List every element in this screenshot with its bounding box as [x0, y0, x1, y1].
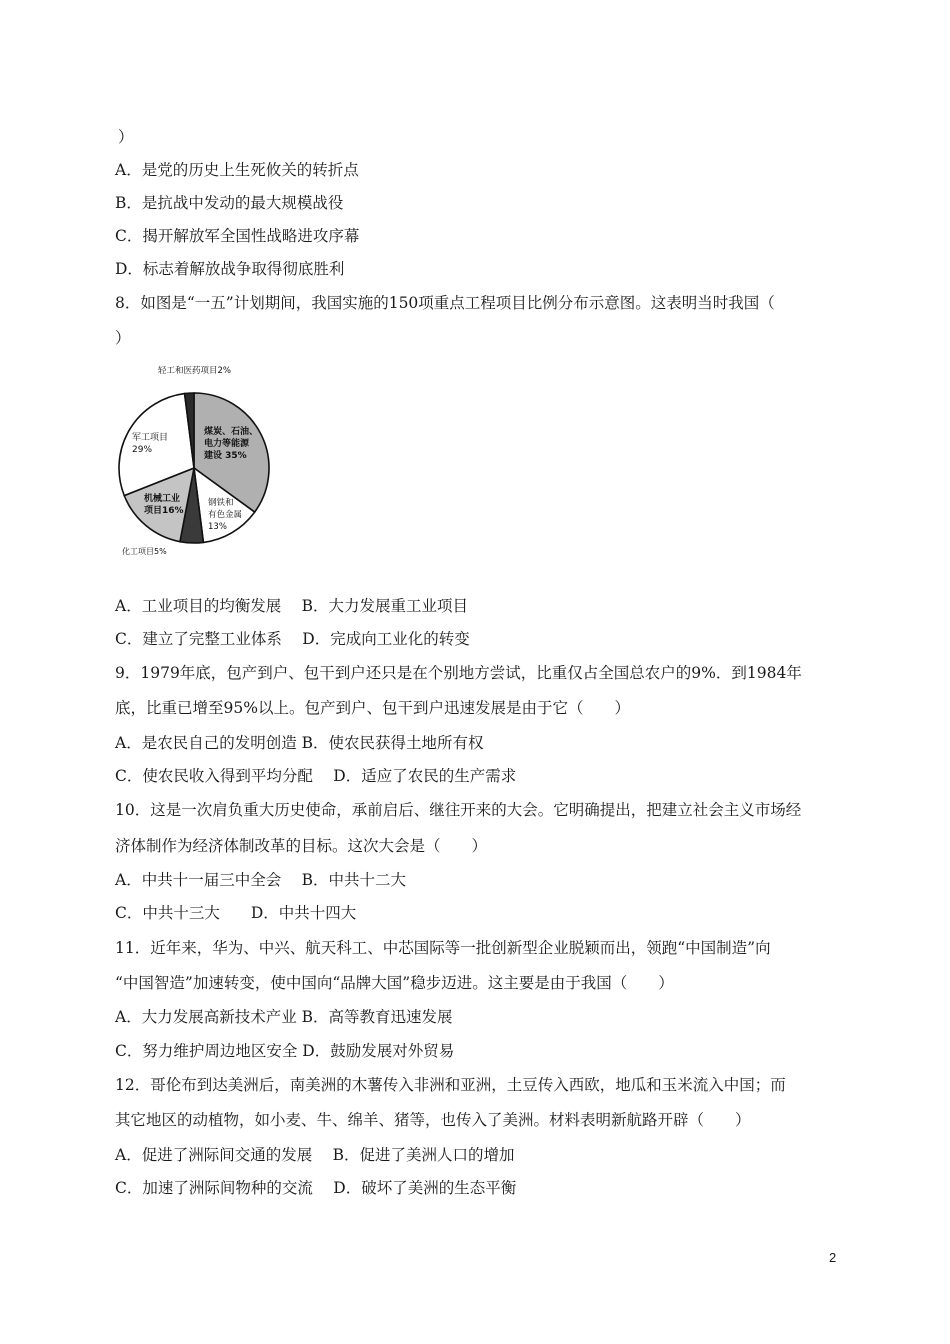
page-number: 2	[829, 1250, 837, 1265]
q9-options-cd: C．使农民收入得到平均分配 D．适应了农民的生产需求	[115, 767, 517, 785]
question-8-stem: 8．如图是“一五”计划期间，我国实施的150项重点工程项目比例分布示意图。这表明当时我国（	[115, 294, 775, 312]
label-light-industry: 轻工和医药项目2%	[158, 366, 231, 376]
question-11-stem-1: 11．近年来，华为、中兴、航天科工、中芯国际等一批创新型企业脱颖而出，领跑“中国制造”向	[115, 939, 771, 957]
question-10-stem-2: 济体制作为经济体制改革的目标。这次大会是（ ）	[115, 837, 488, 855]
question-11-stem-2: “中国智造”加速转变，使中国向“品牌大国”稳步迈进。这主要是由于我国（ ）	[115, 974, 674, 992]
label-steel: 钢铁和有色金属 13%	[208, 498, 243, 532]
question-12-stem-1: 12．哥伦布到达美洲后，南美洲的木薯传入非洲和亚洲，土豆传入西欧，地瓜和玉米流入中国；而	[115, 1076, 786, 1094]
q12-options-ab: A．促进了洲际间交通的发展 B．促进了美洲人口的增加	[115, 1146, 515, 1164]
q11-options-ab: A．大力发展高新技术产业 B．高等教育迅速发展	[115, 1008, 453, 1026]
q7-option-b: B．是抗战中发动的最大规模战役	[115, 194, 344, 212]
q10-options-cd: C．中共十三大 D．中共十四大	[115, 904, 357, 922]
q8-options-cd: C．建立了完整工业体系 D．完成向工业化的转变	[115, 630, 470, 648]
q11-options-cd: C．努力维护周边地区安全 D．鼓励发展对外贸易	[115, 1042, 455, 1060]
q9-options-ab: A．是农民自己的发明创造 B．使农民获得土地所有权	[115, 734, 484, 752]
q7-option-a: A．是党的历史上生死攸关的转折点	[115, 161, 359, 179]
question-9-stem-1: 9．1979年底，包产到户、包干到户还只是在个别地方尝试，比重仅占全国总农户的9%．到1984年	[115, 664, 802, 682]
label-energy: 煤炭、石油、电力等能源建设 35%	[204, 427, 259, 461]
question-9-stem-2: 底，比重已增至95%以上。包产到户、包干到户迅速发展是由于它（ ）	[115, 699, 630, 717]
question-8-paren: ）	[115, 329, 131, 347]
pie-chart	[112, 362, 282, 558]
label-machinery: 机械工业项目16%	[144, 494, 184, 516]
label-chemical: 化工项目5%	[122, 547, 167, 556]
q10-options-ab: A．中共十一届三中全会 B．中共十二大	[115, 871, 407, 889]
q7-option-d: D．标志着解放战争取得彻底胜利	[115, 260, 345, 278]
question-12-stem-2: 其它地区的动植物，如小麦、牛、绵羊、猪等，也传入了美洲。材料表明新航路开辟（ ）	[115, 1111, 751, 1129]
q8-options-ab: A．工业项目的均衡发展 B．大力发展重工业项目	[115, 597, 469, 615]
question-10-stem-1: 10．这是一次肩负重大历史使命，承前启后、继往开来的大会。它明确提出，把建立社会主义市场经	[115, 801, 802, 819]
question-7-paren: ）	[118, 128, 134, 146]
label-military: 军工项目 29%	[132, 433, 169, 455]
q12-options-cd: C．加速了洲际间物种的交流 D．破坏了美洲的生态平衡	[115, 1179, 517, 1197]
q7-option-c: C．揭开解放军全国性战略进攻序幕	[115, 227, 360, 245]
pie-chart-figure	[112, 362, 282, 558]
